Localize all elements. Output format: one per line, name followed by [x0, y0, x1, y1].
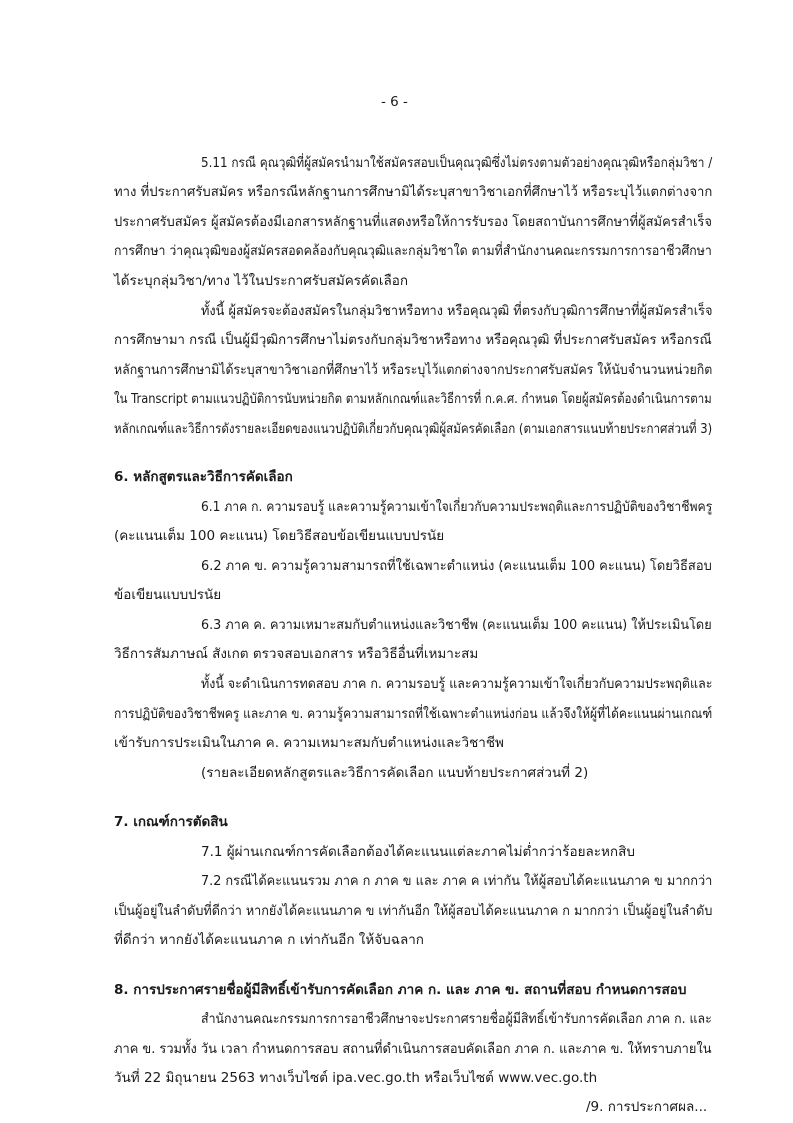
note-line-5: หลักเกณฑ์และวิธีการดังรายละเอียดของแนวปฏิบัติเกี่ยวกับคุณวุฒิผู้สมัครคัดเลือก (ตามเอกสารแนบท้ายประกาศส่วนที่ 3)	[114, 421, 713, 437]
note-line-2: การศึกษามา กรณี เป็นผู้มีวุฒิการศึกษาไม่ตรงกับกลุ่มวิชาหรือทาง หรือคุณวุฒิ ที่ประกาศรับสมัคร หรือกรณี	[114, 332, 712, 348]
s8-line-3: วันที่ 22 มิถุนายน 2563 ทางเว็บไซต์ ipa.vec.go.th หรือเว็บไซต์ www.vec.go.th	[114, 1070, 598, 1086]
s6-note-line-2: การปฏิบัติของวิชาชีพครู และภาค ข. ความรู้ความสามารถที่ใช้เฉพาะตำแหน่งก่อน แล้วจึงให้ผู้ที่ได้คะแนนผ่านเกณฑ์	[114, 706, 713, 722]
s6-3-line-1: 6.3 ภาค ค. ความเหมาะสมกับตำแหน่งและวิชาชีพ (คะแนนเต็ม 100 คะแนน) ให้ประเมินโดย	[201, 617, 712, 633]
s6-3-line-2: วิธีการสัมภาษณ์ สังเกต ตรวจสอบเอกสาร หรือวิธีอื่นที่เหมาะสม	[114, 646, 479, 662]
s7-1: 7.1 ผู้ผ่านเกณฑ์การคัดเลือกต้องได้คะแนนแต่ละภาคไม่ต่ำกว่าร้อยละหกสิบ	[201, 844, 635, 860]
s511-line-4: การศึกษา ว่าคุณวุฒิของผู้สมัครสอดคล้องกับคุณวุฒิและกลุ่มวิชาใด ตามที่สำนักงานคณะกรรมการการอาชีวศึกษา	[114, 243, 712, 259]
s6-note-line-3: เข้ารับการประเมินในภาค ค. ความเหมาะสมกับตำแหน่งและวิชาชีพ	[114, 735, 504, 751]
section-6-heading: 6. หลักสูตรและวิธีการคัดเลือก	[114, 469, 293, 485]
s7-2-line-3: ที่ดีกว่า หากยังได้คะแนนภาค ก เท่ากันอีก ให้จับฉลาก	[114, 932, 424, 948]
s6-2-line-2: ข้อเขียนแบบปรนัย	[114, 587, 222, 603]
note-line-1: ทั้งนี้ ผู้สมัครจะต้องสมัครในกลุ่มวิชาหรือทาง หรือคุณวุฒิ ที่ตรงกับวุฒิการศึกษาที่ผู้สมัครสำเร็จ	[201, 303, 713, 319]
s511-line-1: 5.11 กรณี คุณวุฒิที่ผู้สมัครนำมาใช้สมัครสอบเป็นคุณวุฒิซึ่งไม่ตรงตามตัวอย่างคุณวุฒิหรือกลุ่มวิชา /	[201, 155, 713, 171]
s7-2-line-1: 7.2 กรณีได้คะแนนรวม ภาค ก ภาค ข และ ภาค ค เท่ากัน ให้ผู้สอบได้คะแนนภาค ข มากกว่า	[201, 873, 713, 889]
s511-line-3: ประกาศรับสมัคร ผู้สมัครต้องมีเอกสารหลักฐานที่แสดงหรือให้การรับรอง โดยสถาบันการศึกษาที่ผู้สมัครสำเร็จ	[114, 214, 712, 230]
next-page-marker: /9. การประกาศผล...	[586, 1099, 708, 1115]
s8-line-2: ภาค ข. รวมทั้ง วัน เวลา กำหนดการสอบ สถานที่ดำเนินการสอบคัดเลือก ภาค ก. และภาค ข. ให้ทราบภายใน	[114, 1041, 712, 1057]
note-line-3: หลักฐานการศึกษามิได้ระบุสาขาวิชาเอกที่ศึกษาไว้ หรือระบุไว้แตกต่างจากประกาศรับสมัคร ให้นับจำนวนหน่วยกิต	[114, 362, 713, 378]
page-number: - 6 -	[381, 94, 408, 110]
s8-line-1: สำนักงานคณะกรรมการการอาชีวศึกษาจะประกาศรายชื่อผู้มีสิทธิ์เข้ารับการคัดเลือก ภาค ก. และ	[201, 1011, 712, 1027]
s6-1-line-2: (คะแนนเต็ม 100 คะแนน) โดยวิธีสอบข้อเขียนแบบปรนัย	[114, 528, 445, 544]
s6-note-line-1: ทั้งนี้ จะดำเนินการทดสอบ ภาค ก. ความรอบรู้ และความรู้ความเข้าใจเกี่ยวกับความประพฤติและ	[201, 676, 713, 692]
s6-1-line-1: 6.1 ภาค ก. ความรอบรู้ และความรู้ความเข้าใจเกี่ยวกับความประพฤติและการปฏิบัติของวิชาชีพครู	[201, 499, 713, 515]
s6-attachment-note: (รายละเอียดหลักสูตรและวิธีการคัดเลือก แนบท้ายประกาศส่วนที่ 2)	[201, 765, 589, 781]
s7-2-line-2: เป็นผู้อยู่ในลำดับที่ดีกว่า หากยังได้คะแนนภาค ข เท่ากันอีก ให้ผู้สอบได้คะแนนภาค ก มากกว่า เป็นผู้อยู่ในลำดับ	[114, 903, 713, 919]
s511-line-5: ได้ระบุกลุ่มวิชา/ทาง ไว้ในประกาศรับสมัครคัดเลือก	[114, 273, 409, 289]
note-line-4: ใน Transcript ตามแนวปฏิบัติการนับหน่วยกิต ตามหลักเกณฑ์และวิธีการที่ ก.ค.ศ. กำหนด โดยผู้สมัครต้องดำเนินการตาม	[114, 391, 712, 407]
section-8-heading: 8. การประกาศรายชื่อผู้มีสิทธิ์เข้ารับการคัดเลือก ภาค ก. และ ภาค ข. สถานที่สอบ กำหนดการสอบ	[114, 982, 687, 998]
s6-2-line-1: 6.2 ภาค ข. ความรู้ความสามารถที่ใช้เฉพาะตำแหน่ง (คะแนนเต็ม 100 คะแนน) โดยวิธีสอบ	[201, 558, 712, 574]
section-7-heading: 7. เกณฑ์การตัดสิน	[114, 814, 228, 830]
s511-line-2: ทาง ที่ประกาศรับสมัคร หรือกรณีหลักฐานการศึกษามิได้ระบุสาขาวิชาเอกที่ศึกษาไว้ หรือระบุไว้แตกต่างจาก	[114, 184, 713, 200]
